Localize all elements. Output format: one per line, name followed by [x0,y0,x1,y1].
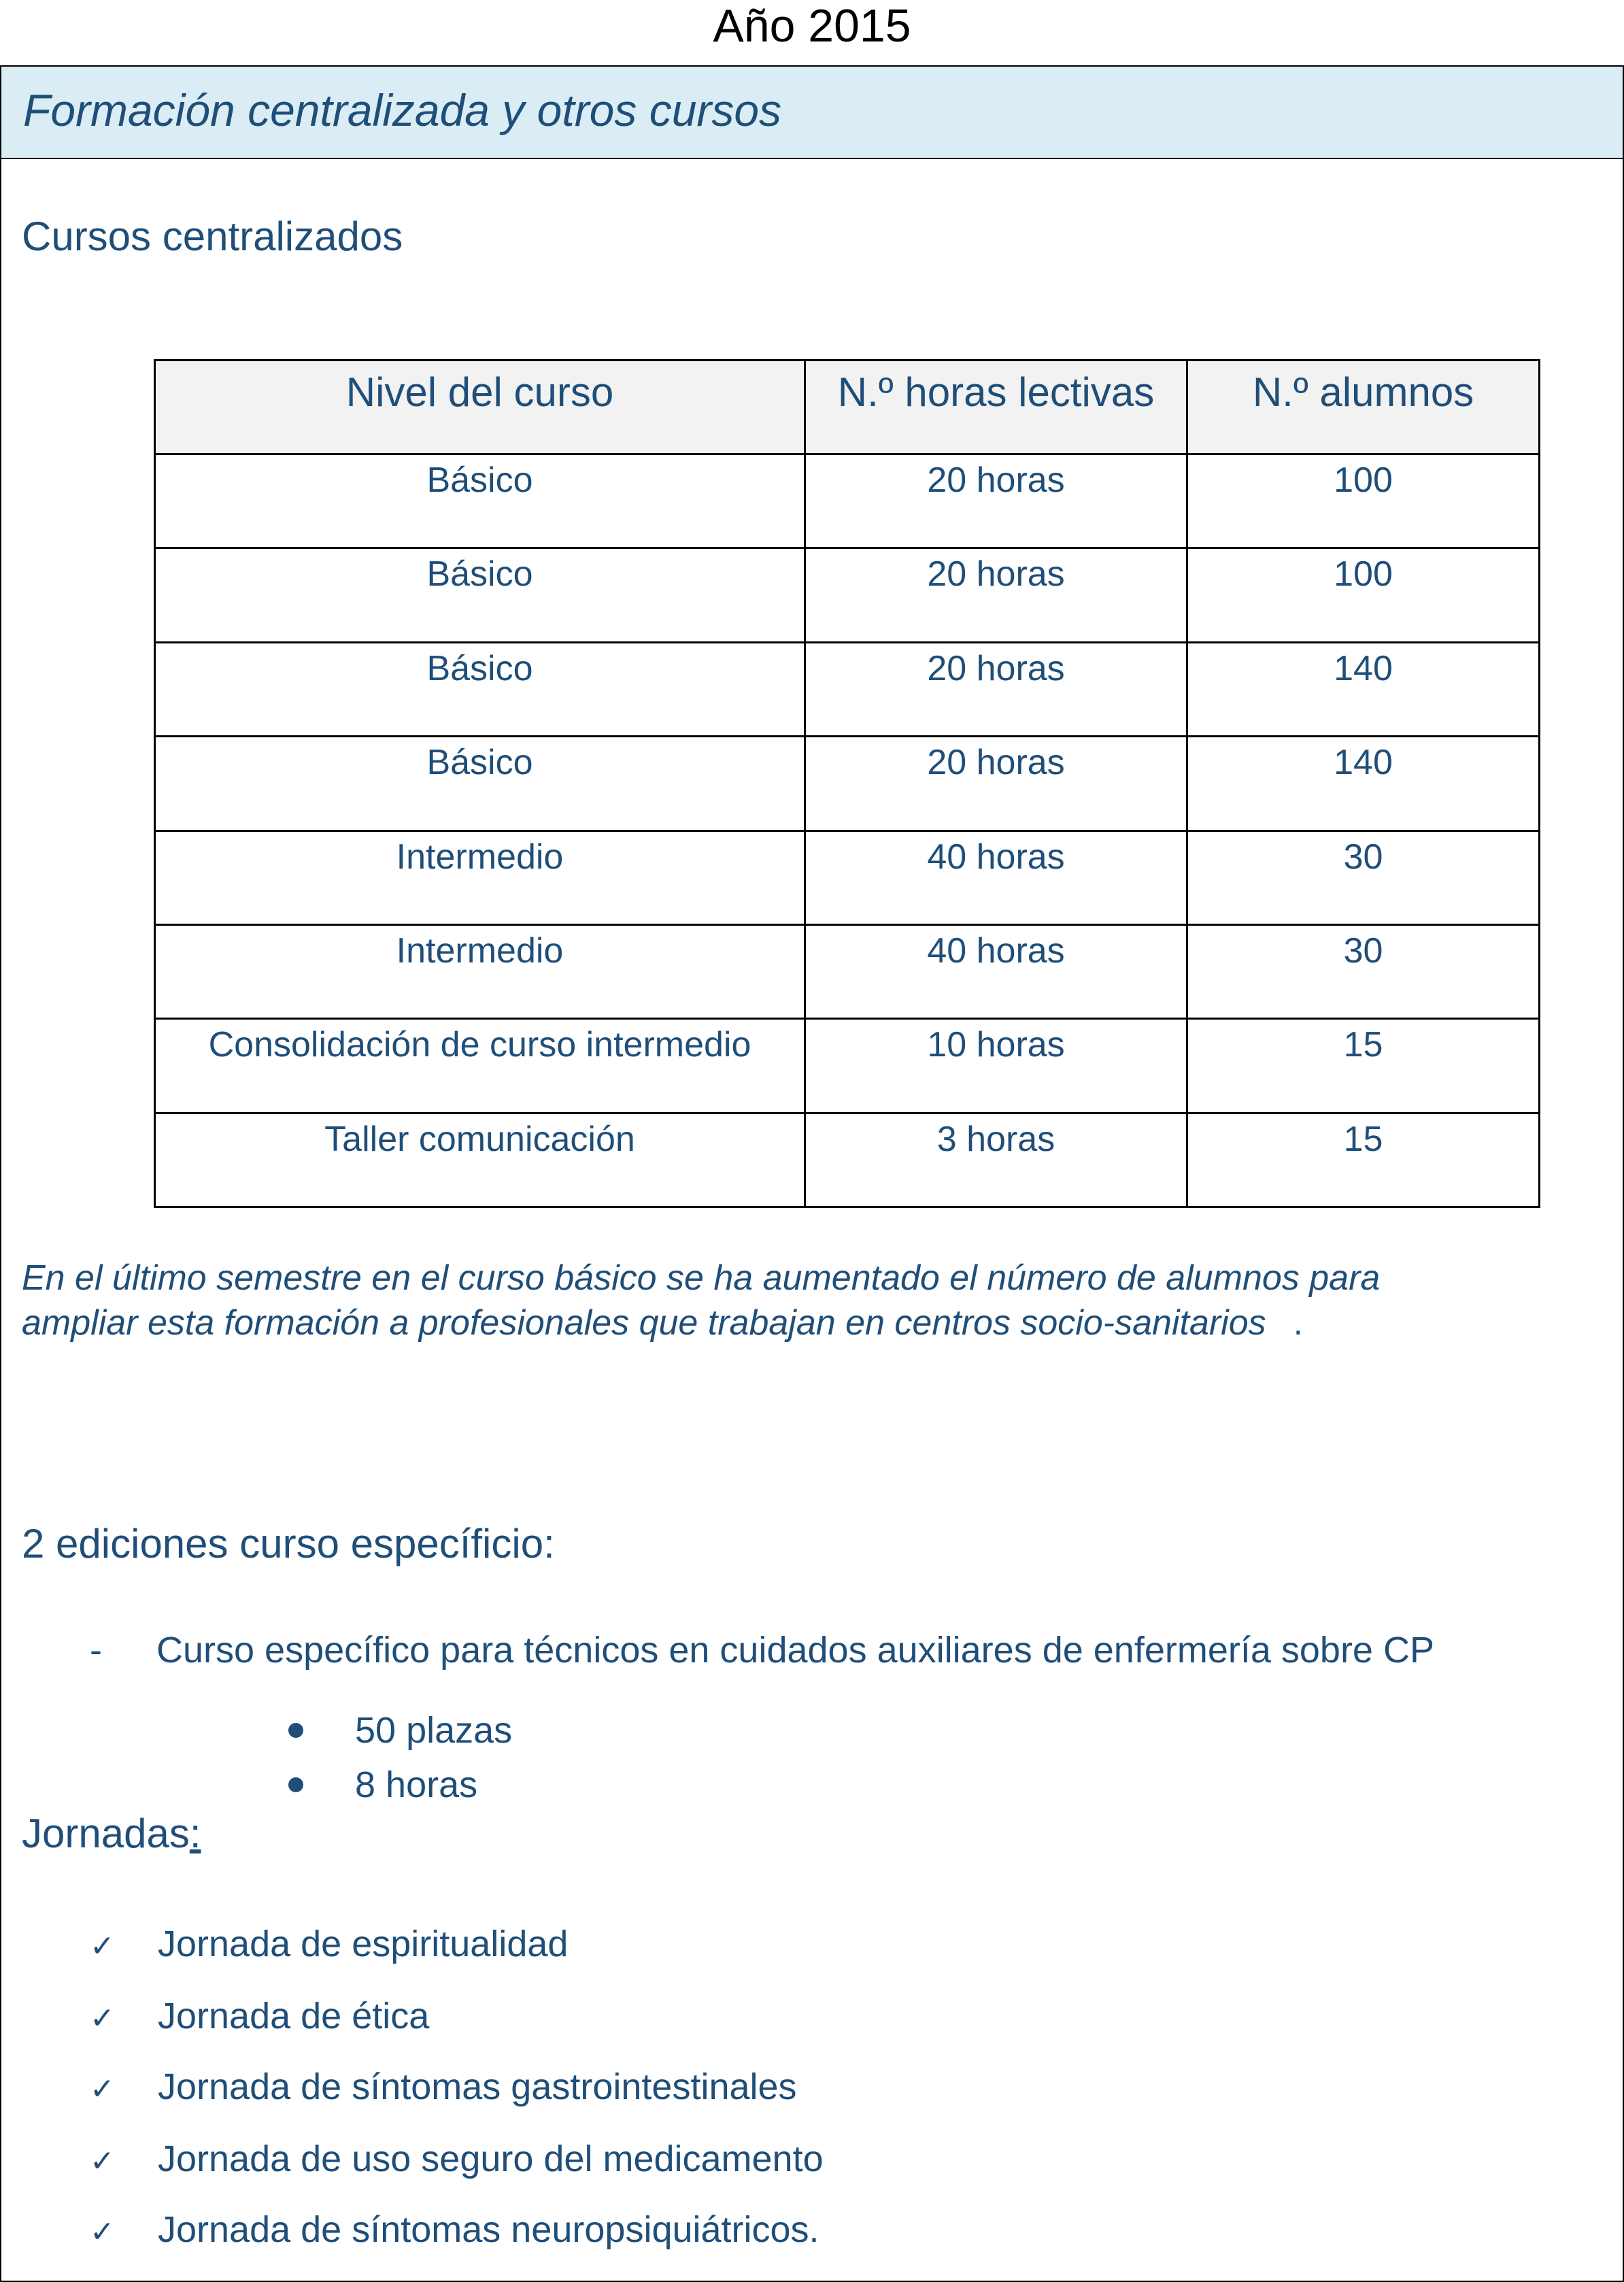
cell-hours: 40 horas [805,830,1187,924]
table-row [155,548,1540,642]
basic-course-note [22,1256,1450,1345]
table-header-row [155,360,1540,454]
jornada-text: Jornada de uso seguro del medicamento [158,2138,824,2179]
content-frame [0,65,1624,2282]
checkmark-icon: ✓ [90,1930,115,1963]
cell-level: Básico [155,548,805,642]
checkmark-icon: ✓ [90,2073,115,2106]
detail-item-places [288,1709,512,1752]
detail-text: 8 horas [355,1764,478,1805]
table-row [155,1019,1540,1113]
list-item [90,1922,568,1968]
cell-level: Básico [155,454,805,548]
centralized-courses-heading: Cursos centralizados [22,214,403,259]
cell-hours: 10 horas [805,1019,1187,1113]
section-banner [1,67,1623,159]
note-trailing-dot: . [1293,1303,1304,1343]
column-header-level: Nivel del curso [155,360,805,454]
cell-students: 15 [1187,1019,1540,1113]
list-item [90,1994,429,2041]
dash-marker: - [90,1630,102,1671]
cell-level: Básico [155,642,805,736]
cell-students: 100 [1187,454,1540,548]
note-text: En el último semestre en el curso básico se ha aumentado el número de alumnos para ampliar esta formación a profesionales que trabajan en centros socio-sanitarios [22,1258,1381,1343]
cell-students: 140 [1187,737,1540,830]
jornadas-heading [22,1809,201,1858]
cell-hours: 3 horas [805,1113,1187,1207]
cell-level: Taller comunicación [155,1113,805,1207]
page-year-title: Año 2015 [713,0,911,52]
cell-hours: 20 horas [805,454,1187,548]
table-row [155,737,1540,830]
cell-hours: 20 horas [805,548,1187,642]
table-row [155,830,1540,924]
cell-students: 30 [1187,830,1540,924]
cell-students: 140 [1187,642,1540,736]
cell-hours: 40 horas [805,924,1187,1018]
cell-students: 100 [1187,548,1540,642]
jornadas-heading-colon: : [189,1811,201,1856]
jornada-text: Jornada de ética [158,1996,430,2036]
table-row [155,454,1540,548]
column-header-hours: N.º horas lectivas [805,360,1187,454]
bullet-icon [288,1777,303,1792]
cell-students: 15 [1187,1113,1540,1207]
cell-hours: 20 horas [805,737,1187,830]
specific-course-text: Curso específico para técnicos en cuidados auxiliares de enfermería sobre CP [156,1630,1434,1671]
table-row [155,924,1540,1018]
list-item [90,2065,797,2111]
jornada-text: Jornada de síntomas neuropsiquiátricos. [158,2209,819,2250]
column-header-students: N.º alumnos [1187,360,1540,454]
cell-level: Básico [155,737,805,830]
specific-course-item [90,1628,1434,1672]
jornada-text: Jornada de espiritualidad [158,1924,569,1964]
detail-item-hours [288,1763,477,1807]
list-item [90,2137,824,2183]
courses-table [154,359,1540,1208]
banner-title: Formación centralizada y otros cursos [23,85,782,135]
table-row [155,1113,1540,1207]
jornada-text: Jornada de síntomas gastrointestinales [158,2066,797,2107]
bullet-icon [288,1723,303,1738]
cell-level: Intermedio [155,924,805,1018]
checkmark-icon: ✓ [90,2002,115,2035]
checkmark-icon: ✓ [90,2145,115,2178]
cell-level: Consolidación de curso intermedio [155,1019,805,1113]
list-item [90,2208,819,2254]
cell-level: Intermedio [155,830,805,924]
checkmark-icon: ✓ [90,2215,115,2249]
table-row [155,642,1540,736]
cell-hours: 20 horas [805,642,1187,736]
jornadas-heading-text: Jornadas [22,1811,190,1856]
cell-students: 30 [1187,924,1540,1018]
specific-course-heading: 2 ediciones curso específicio: [22,1521,555,1566]
detail-text: 50 plazas [355,1710,513,1751]
